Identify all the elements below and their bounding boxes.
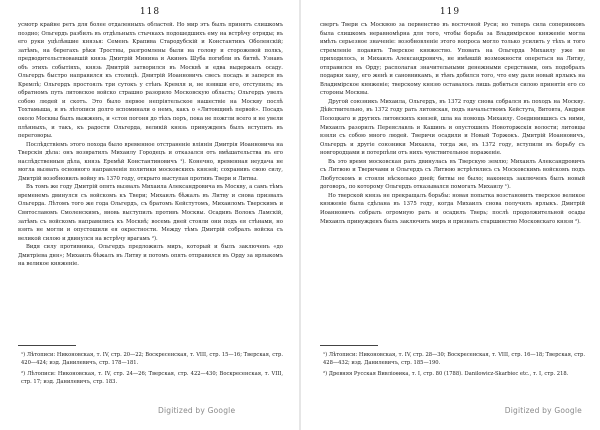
footnote: ²) Лѣтописи: Никоновская, т. IV, стр. 24—26; Тверская, стр. 422—430; Воскресенская, т. VIII, стр. 17; изд. Данилевичъ, стр. 183. bbox=[21, 370, 283, 386]
footnote-rule bbox=[18, 345, 76, 346]
paragraph: свергъ Твери съ Москвою за первенство въ восточной Руси; но теперь сила соперниковъ была слишкомъ неравномѣрна для того, чтобы борьба за Владимірское княженіе могла имѣть серьезное значеніе: возобновленіе этого вопроса могло только усилить у тѣхъ и того стремленіе подавить Тверское княжество. Уповать на Ольгерда Михаилу уже не приходилось, и Михаилъ Александровичъ, не имѣвшій возможности опереться на Литву, отправился въ Орду; располагая значительными денежными средствами, онъ подобралъ подарки хану, его женѣ и сановникамъ, и тѣмъ добился того, что ему дали новый ярлыкъ на Владимірское княженіе; тверскому князю оставалось лишь добиться силою принятія его со стороны Москвы. bbox=[320, 22, 585, 97]
watermark: Digitized by Google bbox=[158, 406, 236, 415]
paragraph: Въ это время московская рать двинулась въ Тверскую землю; Михаилъ Александровичъ съ Литвою и Тверичами и Ольгердъ съ Литвою встрѣтились съ Московскимъ войскомъ подъ Любутскомъ и стояли нѣсколько дней; битвы не было; наконецъ заключенъ былъ новый договоръ, по которому Ольгердъ отказывался помогать Михаилу ¹). bbox=[320, 158, 585, 191]
page-number: 118 bbox=[139, 7, 161, 17]
footnote: ²) Древняя Русская Вивліоѳика, т. I, стр. 80 (1788). Danilowicz-Skarbiec etc., т. I, стр. 218. bbox=[323, 370, 569, 377]
paragraph: Послѣдствіемъ этого похода было временное отстраненіе вліянія Дмитрія Иоанновича на Тверскія дѣла: онъ возвратилъ Михаилу Городецъ и отказался отъ вмѣшательства въ его наслѣдственныя дѣла, князь Еремѣй Константиновичъ ¹). Конечно, временная неудача не могла вызвать основного направленія политики московскихъ князей; сохранивъ свою силу, Дмитрій возобновилъ войну въ 1370 году, открыто выступая противъ Твери и Литвы. bbox=[18, 141, 283, 182]
paragraph: Другой союзникъ Михаила, Ольгердъ, въ 1372 году снова собрался въ походъ на Москву. Дѣйствительно, въ 1372 году рать литовская, подъ начальствомъ Кейстута, Витовта, Андрея Полоцкаго и другихъ литовскихъ князей, шла на помощь Михаилу. Соединившись съ ними, Михаилъ разорилъ Переяславль и Кашинъ и опустошилъ Новоторжскія волости; литовцы взяли съ собою много людей. Тверичи осадили и Новый Торжокъ. Дмитрій Иоанновичъ, Ольгердъ и другіе союзники Михаила, тогда же, въ 1372 году, вступили въ борьбу съ новгородцами и потерпѣли отъ нихъ чувствительное пораженіе. bbox=[320, 98, 585, 157]
footnotes bbox=[323, 351, 585, 380]
paragraph: Но тверской князь не прекращалъ борьбы: новая попытка возстановить тверское великое княженіе была сдѣлана въ 1375 году, когда Михаилъ снова получилъ ярлыкъ. Дмитрій Иоанновичъ собралъ огромную рать и осадилъ Тверь; послѣ продолжительной осады Михаилъ принужденъ былъ заключить миръ и признать старшинство Московскаго князя ²). bbox=[320, 192, 585, 225]
body-text bbox=[320, 21, 585, 331]
footnotes bbox=[21, 351, 283, 389]
page-number: 119 bbox=[439, 7, 461, 17]
body-text bbox=[18, 21, 283, 331]
right-page bbox=[300, 0, 600, 430]
paragraph: Видя силу противника, Ольгердъ предложилъ миръ, который и былъ заключенъ «до Дмитріева дня»; Михаилъ бѣжалъ въ Литву и потомъ опять отправился въ Орду за ярлыкомъ на великое княженіе. bbox=[18, 244, 283, 268]
footnote-rule bbox=[320, 345, 378, 346]
paragraph: усмотр крайне ретъ для более отдаленныхъ областей. Но мир этъ былъ принятъ слишкомъ поздно; Ольгердъ разбилъ въ отдѣльныхъ стычкахъ подошедшихъ ему на встрѣчу отряды; въ его руки уцѣлѣвшие князья: Семенъ Крапива Стародубскій и Константинъ Оболенскій; затѣмъ, на берегахъ рѣки Тростны, разгромлены были на голову и сторожевой полкъ, предводительствовавшій князь Дмитрій Минина и Акинѳъ Шуба погибли въ битвѣ. Узнавъ объ этихъ событіяхъ, князь Дмитрій затворился въ Москвѣ и едва выдержалъ осаду. Ольгердъ быстро направился къ столицѣ. Дмитрій Иоанновичъ свесъ посадъ и заперся въ Кремлѣ; Ольгердъ простоялъ три сутокъ у стѣнъ Кремля и, не взявши его, отступилъ; въ обратномъ путь литовское войско страшно разорило Московскую область; Ольгердъ увелъ собою людей и скотъ. Это было первое непріятельское нашествіе на Москву послѣ Тохтамыша, и въ лѣтописи долго вспоминали о немъ, какъ о «Литовщинѣ первой». Посадъ около Москвы былъ выжженъ, и «стоя погоня до тѣхъ поръ, пока не пожгли всего и не увели плѣнныхъ, и такъ, къ радости Ольгерда, великій князь принужденъ былъ вступить въ переговоры. bbox=[18, 22, 283, 140]
footnote: ¹) Лѣтописи: Никоновская, т. IV, стр. 28—30; Воскресенская, т. VIII, стр. 16—18; Тверская, стр. 428—432; изд. Данилевичъ, стр. 185—190. bbox=[323, 352, 585, 367]
footnote: ¹) Лѣтописи: Никоновская, т. IV, стр. 20—22; Воскресенская, т. VIII, стр. 15—16; Тверская, стр. 420—424; изд. Данилевичъ, стр. 178—181. bbox=[21, 352, 283, 367]
paragraph: Въ томъ же году Дмитрій опять вызвалъ Михаила Александровича въ Москву, а самъ тѣмъ временемъ двинулся съ войскомъ къ Твери; Михаилъ бѣжалъ въ Литву и снова призвалъ Ольгерда. Лѣтомъ того же года Ольгердъ, съ братомъ Кейстутомъ, Михаиломъ Тверскимъ и Святославомъ Смоленскимъ, вновь выступилъ противъ Москвы. Осадивъ Волокъ Ламскій, затѣмъ съ войскомъ направились къ Москвѣ; восемь дней стояли они подъ ея стѣнами, но взять не могли и опустошили ея окрестности. Между тѣмъ Дмитрій собралъ войска съ великой силою и двинулся на встрѣчу врагамъ ²). bbox=[18, 184, 283, 242]
watermark: Digitized by Google bbox=[504, 406, 582, 415]
